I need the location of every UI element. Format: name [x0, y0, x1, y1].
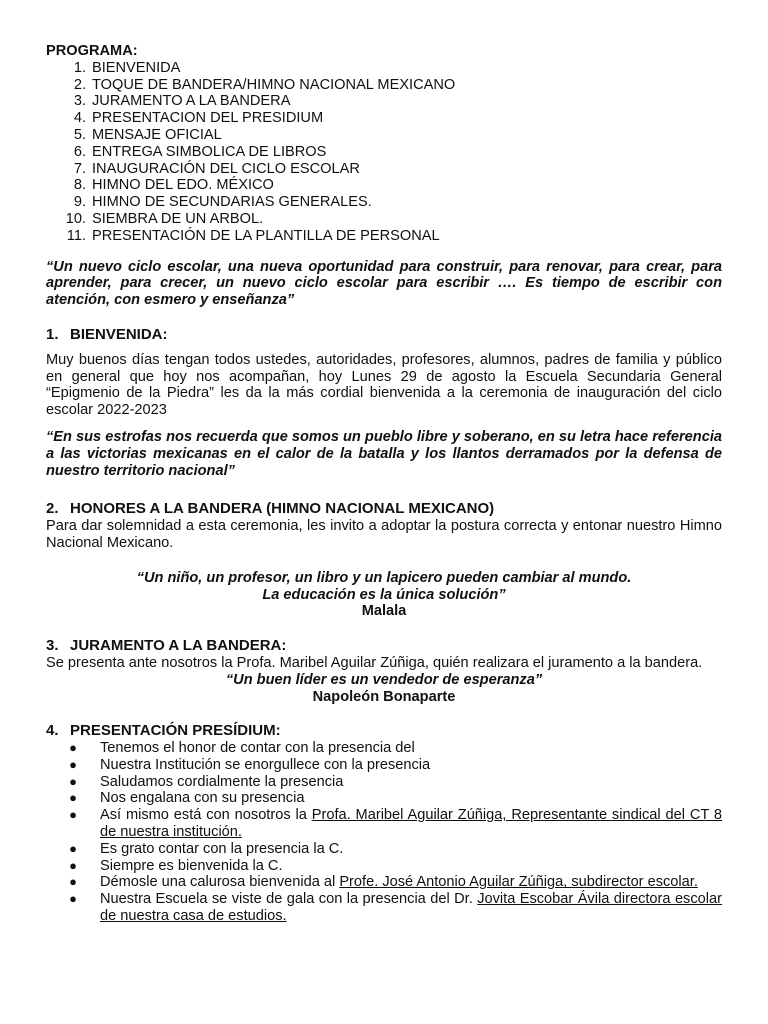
list-item: 1. BIENVENIDA [73, 59, 181, 76]
list-item: 11. PRESENTACIÓN DE LA PLANTILLA DE PERSONAL [66, 227, 440, 244]
list-item: 7. INAUGURACIÓN DEL CICLO ESCOLAR [73, 160, 360, 177]
list-item: 5. MENSAJE OFICIAL [73, 126, 222, 143]
list-item: ● Nuestra Escuela se viste de gala con la presencia del Dr. Jovita Escobar Ávila directora escolar de nuestra casa de estudios. [46, 891, 722, 925]
bonaparte-quote: “Un buen líder es un vendedor de esperanza” [225, 671, 543, 688]
bullet-icon: ● [69, 857, 77, 873]
presidium-list [46, 740, 722, 925]
list-item: 6. ENTREGA SIMBOLICA DE LIBROS [73, 143, 327, 160]
programa-title: PROGRAMA: [46, 43, 138, 59]
list-item: ● Nuestra Institución se enorgullece con la presencia [46, 757, 722, 774]
section-title-honores: 2. HONORES A LA BANDERA (HIMNO NACIONAL MEXICANO) [46, 500, 495, 518]
list-item: 3. JURAMENTO A LA BANDERA [73, 93, 291, 110]
list-item: ● Es grato contar con la presencia la C. [46, 841, 722, 858]
bullet-icon: ● [69, 740, 77, 756]
list-item: 9. HIMNO DE SECUNDARIAS GENERALES. [73, 194, 372, 211]
quote-author: Napoleón Bonaparte [312, 688, 456, 705]
bullet-icon: ● [69, 756, 77, 772]
malala-quote-line1: “Un niño, un profesor, un libro y un lapicero pueden cambiar al mundo. [136, 569, 632, 586]
section-title-bienvenida: 1. BIENVENIDA: [46, 325, 168, 343]
programa-list [46, 60, 722, 245]
bullet-icon: ● [69, 840, 77, 856]
bullet-icon: ● [69, 807, 77, 823]
quote-author: Malala [361, 603, 407, 620]
list-item: ● Siempre es bienvenida la C. [46, 858, 722, 875]
section-title-juramento: 3. JURAMENTO A LA BANDERA: [46, 637, 287, 655]
list-item: ● Démosle una calurosa bienvenida al Profe. José Antonio Aguilar Zúñiga, subdirector escolar. [46, 874, 722, 891]
opening-quote: “Un nuevo ciclo escolar, una nueva oportunidad para construir, para renovar, para crear, para aprender, para crecer, un nuevo ciclo escolar para escribir …. Es tiempo de escribir con atención, con esmero y enseñanza” [46, 258, 722, 309]
list-item: ● Saludamos cordialmente la presencia [46, 774, 722, 791]
list-item: ● Nos engalana con su presencia [46, 790, 722, 807]
list-item: 4. PRESENTACION DEL PRESIDIUM [73, 110, 324, 127]
list-item: 2. TOQUE DE BANDERA/HIMNO NACIONAL MEXICANO [73, 76, 456, 93]
malala-quote-line2: La educación es la única solución” [262, 586, 506, 603]
bullet-icon: ● [69, 891, 77, 907]
bienvenida-quote: “En sus estrofas nos recuerda que somos un pueblo libre y soberano, en su letra hace referencia a las victorias mexicanas en el calor de la batalla y los llantos derramados por la defensa de nuestro territorio nacional” [46, 428, 722, 479]
section-title-presidium: 4. PRESENTACIÓN PRESÍDIUM: [46, 722, 281, 740]
juramento-body: Se presenta ante nosotros la Profa. Maribel Aguilar Zúñiga, quién realizara el juramento a la bandera. [46, 654, 703, 671]
bullet-icon: ● [69, 874, 77, 890]
list-item: ● Tenemos el honor de contar con la presencia del [46, 740, 722, 757]
bullet-icon: ● [69, 790, 77, 806]
bienvenida-body: Muy buenos días tengan todos ustedes, autoridades, profesores, alumnos, padres de familia y público en general que hoy nos acompañan, hoy Lunes 29 de agosto la Escuela Secundaria General “Epigmenio de la Piedra” les da la más cordial bienvenida a la ceremonia de inauguración del ciclo escolar 2022-2023 [46, 351, 722, 419]
list-item: 10. SIEMBRA DE UN ARBOL. [65, 210, 264, 227]
honores-body: Para dar solemnidad a esta ceremonia, les invito a adoptar la postura correcta y entonar nuestro Himno Nacional Mexicano. [46, 518, 722, 551]
list-item: ● Así mismo está con nosotros la Profa. Maribel Aguilar Zúñiga, Representante sindical del CT 8 de nuestra institución. [46, 807, 722, 841]
list-item: 8. HIMNO DEL EDO. MÉXICO [73, 177, 274, 194]
bullet-icon: ● [69, 773, 77, 789]
